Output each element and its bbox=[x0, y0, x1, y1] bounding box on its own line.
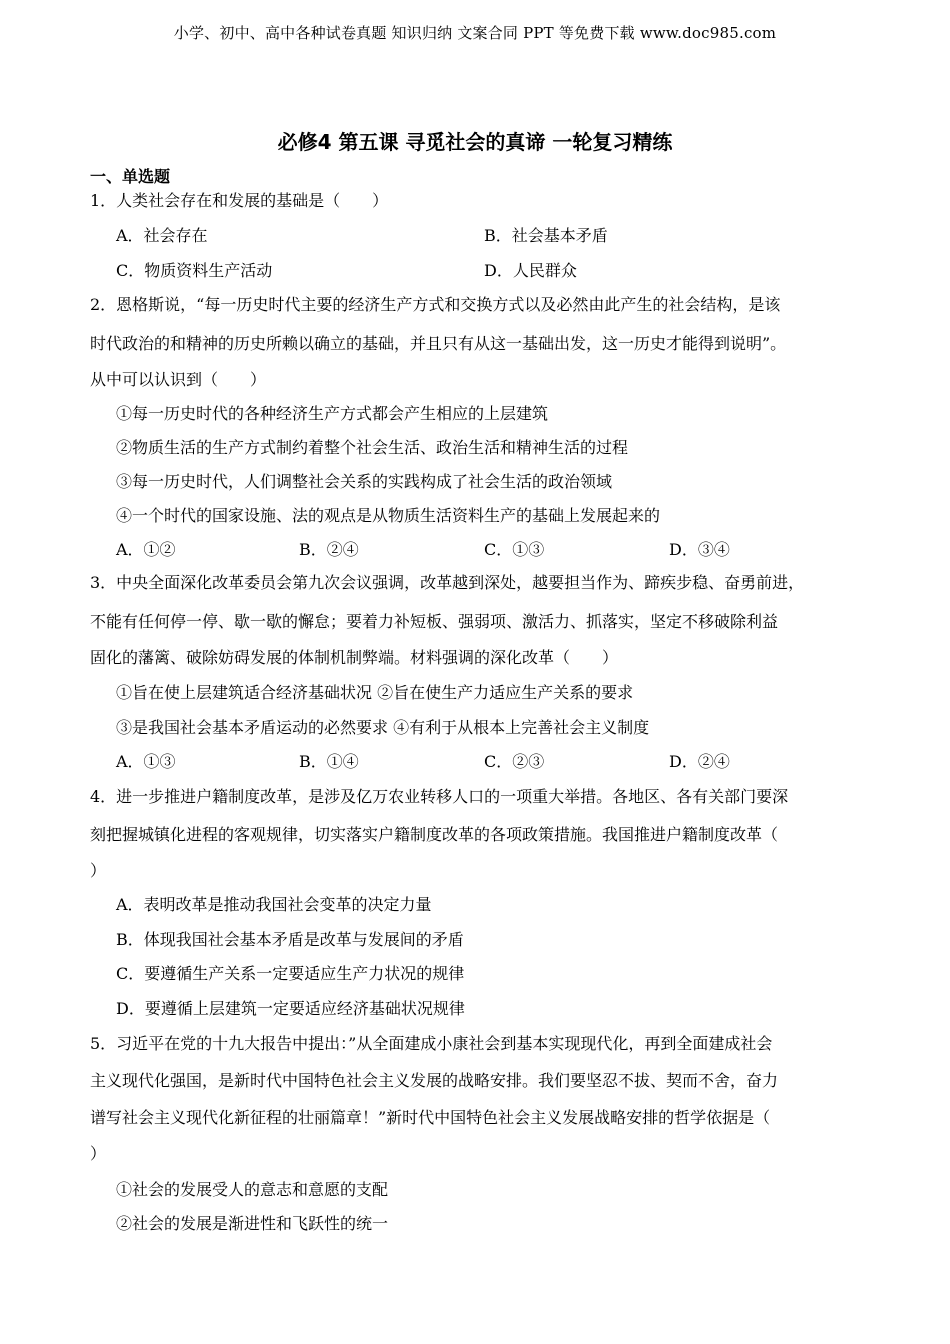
question-2-statement-2: ②物质生活的生产方式制约着整个社会生活、政治生活和精神生活的过程 bbox=[116, 438, 629, 457]
question-4-stem-line-3: ） bbox=[90, 861, 107, 880]
question-3-option-c: C．②③ bbox=[484, 752, 545, 771]
question-2-option-d: D．③④ bbox=[669, 540, 730, 559]
question-2-statement-4: ④一个时代的国家设施、法的观点是从物质生活资料生产的基础上发展起来的 bbox=[116, 506, 661, 525]
question-4-option-c: C．要遵循生产关系一定要适应生产力状况的规律 bbox=[116, 964, 465, 983]
question-2-stem-line-1: 2．恩格斯说，“每一历史时代主要的经济生产方式和交换方式以及必然由此产生的社会结构，是该 bbox=[90, 295, 781, 314]
question-1-option-a: A．社会存在 bbox=[116, 226, 208, 245]
question-4-option-b: B．体现我国社会基本矛盾是改革与发展间的矛盾 bbox=[116, 930, 464, 949]
page-title: 必修4 第五课 寻觅社会的真谛 一轮复习精练 bbox=[277, 130, 673, 154]
question-1-option-b: B．社会基本矛盾 bbox=[484, 226, 608, 245]
question-5-stem-line-1: 5．习近平在党的十九大报告中提出：”从全面建成小康社会到基本实现现代化，再到全面建成社会 bbox=[90, 1034, 773, 1053]
question-5-stem-line-3: 谱写社会主义现代化新征程的壮丽篇章！”新时代中国特色社会主义发展战略安排的哲学依据是（ bbox=[90, 1108, 771, 1127]
question-5-statement-1: ①社会的发展受人的意志和意愿的支配 bbox=[116, 1180, 389, 1199]
question-2-stem-line-2: 时代政治的和精神的历史所赖以确立的基础，并且只有从这一基础出发，这一历史才能得到说明”。 bbox=[90, 334, 787, 353]
question-3-option-d: D．②④ bbox=[669, 752, 730, 771]
question-4-stem-line-2: 刻把握城镇化进程的客观规律，切实落实户籍制度改革的各项政策措施。我国推进户籍制度改革（ bbox=[90, 825, 779, 844]
question-3-statements-1-2: ①旨在使上层建筑适合经济基础状况 ②旨在使生产力适应生产关系的要求 bbox=[116, 683, 634, 702]
section-heading: 一、单选题 bbox=[90, 167, 171, 186]
question-2-option-a: A．①② bbox=[116, 540, 176, 559]
question-1-option-d: D．人民群众 bbox=[484, 261, 577, 280]
question-5-stem-line-4: ） bbox=[90, 1144, 107, 1163]
question-3-stem-line-2: 不能有任何停一停、歇一歇的懈怠；要着力补短板、强弱项、激活力、抓落实，坚定不移破除利益 bbox=[90, 612, 779, 631]
question-2-statement-3: ③每一历史时代，人们调整社会关系的实践构成了社会生活的政治领域 bbox=[116, 472, 613, 491]
question-3-option-a: A．①③ bbox=[116, 752, 176, 771]
question-4-option-a: A．表明改革是推动我国社会变革的决定力量 bbox=[116, 895, 432, 914]
question-4-stem-line-1: 4．进一步推进户籍制度改革，是涉及亿万农业转移人口的一项重大举措。各地区、各有关部门要深 bbox=[90, 787, 789, 806]
question-3-stem-line-3: 固化的藩篱、破除妨碍发展的体制机制弊端。材料强调的深化改革（ ） bbox=[90, 648, 619, 667]
question-3-option-b: B．①④ bbox=[299, 752, 359, 771]
question-3-stem-line-1: 3．中央全面深化改革委员会第九次会议强调，改革越到深处，越要担当作为、蹄疾步稳、奋勇前进， bbox=[90, 573, 805, 592]
question-5-statement-2: ②社会的发展是渐进性和飞跃性的统一 bbox=[116, 1214, 389, 1233]
question-2-option-c: C．①③ bbox=[484, 540, 545, 559]
question-1-option-c: C．物质资料生产活动 bbox=[116, 261, 273, 280]
question-2-statement-1: ①每一历史时代的各种经济生产方式都会产生相应的上层建筑 bbox=[116, 404, 549, 423]
question-2-option-b: B．②④ bbox=[299, 540, 359, 559]
question-3-statements-3-4: ③是我国社会基本矛盾运动的必然要求 ④有利于从根本上完善社会主义制度 bbox=[116, 718, 650, 737]
question-4-option-d: D．要遵循上层建筑一定要适应经济基础状况规律 bbox=[116, 999, 465, 1018]
question-2-stem-line-3: 从中可以认识到（ ） bbox=[90, 370, 267, 389]
question-1-stem: 1．人类社会存在和发展的基础是（ ） bbox=[90, 191, 389, 210]
page-header: 小学、初中、高中各种试卷真题 知识归纳 文案合同 PPT 等免费下载 www.doc985.com bbox=[173, 24, 777, 42]
question-5-stem-line-2: 主义现代化强国，是新时代中国特色社会主义发展的战略安排。我们要坚忍不拔、契而不舍，奋力 bbox=[90, 1071, 779, 1090]
